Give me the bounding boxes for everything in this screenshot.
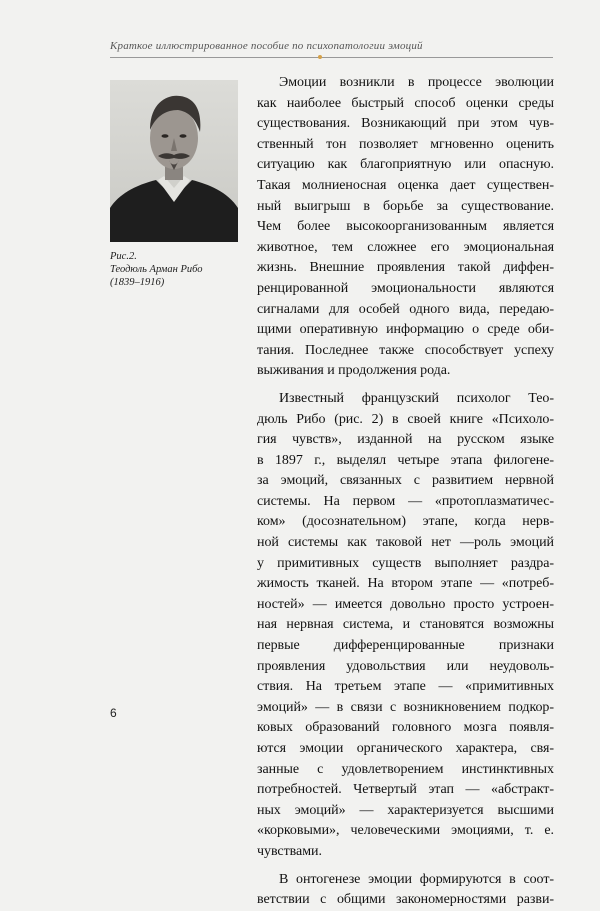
header-ornament — [318, 55, 322, 59]
text-line: «корковыми», человеческими эмоциями, т. е. — [257, 823, 554, 839]
text-line: чувствами. — [257, 843, 322, 859]
text-line: у примитивных существ выполняет раздра- — [257, 555, 554, 571]
text-line: за эмоций, связанных с развитием нервной — [257, 473, 554, 489]
text-line: Чем более высокоорганизованным является — [257, 219, 554, 235]
text-line: потребностей. Четвертый этап — «абстракт- — [257, 782, 554, 798]
text-line: ситуацию как благоприятную или опасную. — [257, 157, 554, 173]
text-line: ных эмоций» — характеризуется высшими — [257, 802, 554, 818]
text-line: ной системы как таковой нет —роль эмоций — [257, 535, 554, 551]
text-line: первые дифференцированные признаки — [257, 638, 554, 654]
text-line: как наиболее быстрый способ оценки среды — [257, 95, 554, 111]
caption-figure-number: Рис.2. — [110, 251, 137, 262]
text-line: ностей» — имеется довольно просто устроен- — [257, 596, 554, 612]
text-line: проявления удовольствия или неудоволь- — [257, 658, 554, 674]
text-line: ный выигрыш в борьбе за существование. — [257, 198, 554, 214]
caption-person-name: Теодюль Арман Рибо — [110, 264, 203, 275]
text-line: гия чувств», изданной на русском языке — [257, 432, 554, 448]
text-line: дюль Рибо (рис. 2) в своей книге «Психоло- — [257, 411, 554, 427]
text-line: тания. Последнее также способствует успеху — [257, 342, 554, 358]
text-line: Эмоции возникли в процессе эволюции — [279, 75, 554, 90]
paragraph — [257, 389, 554, 863]
portrait-icon — [110, 80, 238, 242]
header-rule — [110, 57, 553, 58]
text-line: существования. Возникающий при этом чув- — [257, 116, 554, 132]
paragraph — [257, 870, 554, 911]
text-line: животное, тем сложнее его эмоциональная — [257, 239, 554, 255]
text-line: ются эмоции органического характера, свя- — [257, 741, 554, 756]
text-line: эмоций» — в связи с возникновением подкор- — [257, 699, 554, 715]
text-line: ствия. На третьем этапе — «примитивных — [257, 679, 554, 695]
text-line: Известный французский психолог Тео- — [279, 390, 554, 406]
text-line: системы. На первом — «протоплазматичес- — [257, 493, 554, 509]
page-number: 6 — [110, 706, 117, 720]
body-text — [257, 73, 554, 911]
paragraph — [257, 73, 554, 382]
text-line: сигналами для особей одного вида, передаю- — [257, 301, 554, 317]
text-line: Такая молниеносная оценка дает существен- — [257, 177, 554, 193]
text-line: щими оперативную информацию о среде оби- — [257, 322, 554, 338]
text-line: жимость тканей. На втором этапе — «потреб- — [257, 576, 554, 592]
text-line: ственный тон позволяет мгновенно оценить — [257, 136, 554, 152]
figure-caption — [110, 250, 245, 289]
running-title: Краткое иллюстрированное пособие по психопатологии эмоций — [110, 40, 423, 52]
text-line: В онтогенезе эмоции формируются в соот- — [279, 871, 554, 887]
text-line: ренцированной эмоциональности являются — [257, 280, 554, 296]
text-line: ком» (досознательном) этапе, когда нерв- — [257, 514, 554, 530]
text-line: занные с удовлетворением инстинктивных — [257, 761, 554, 777]
portrait-photo — [110, 80, 238, 242]
caption-life-years: (1839–1916) — [110, 277, 165, 288]
text-line: в 1897 г., выделял четыре этапа филогене- — [257, 452, 554, 468]
text-line: ная нервная система, и становятся возможны — [257, 617, 554, 633]
text-line: ковых образований головного мозга появля- — [257, 720, 554, 736]
text-line: выживания и продолжения рода. — [257, 363, 451, 379]
text-line: ветствии с общими закономерностями разви- — [257, 892, 554, 908]
text-line: жизнь. Внешние проявления такой диффен- — [257, 260, 554, 276]
